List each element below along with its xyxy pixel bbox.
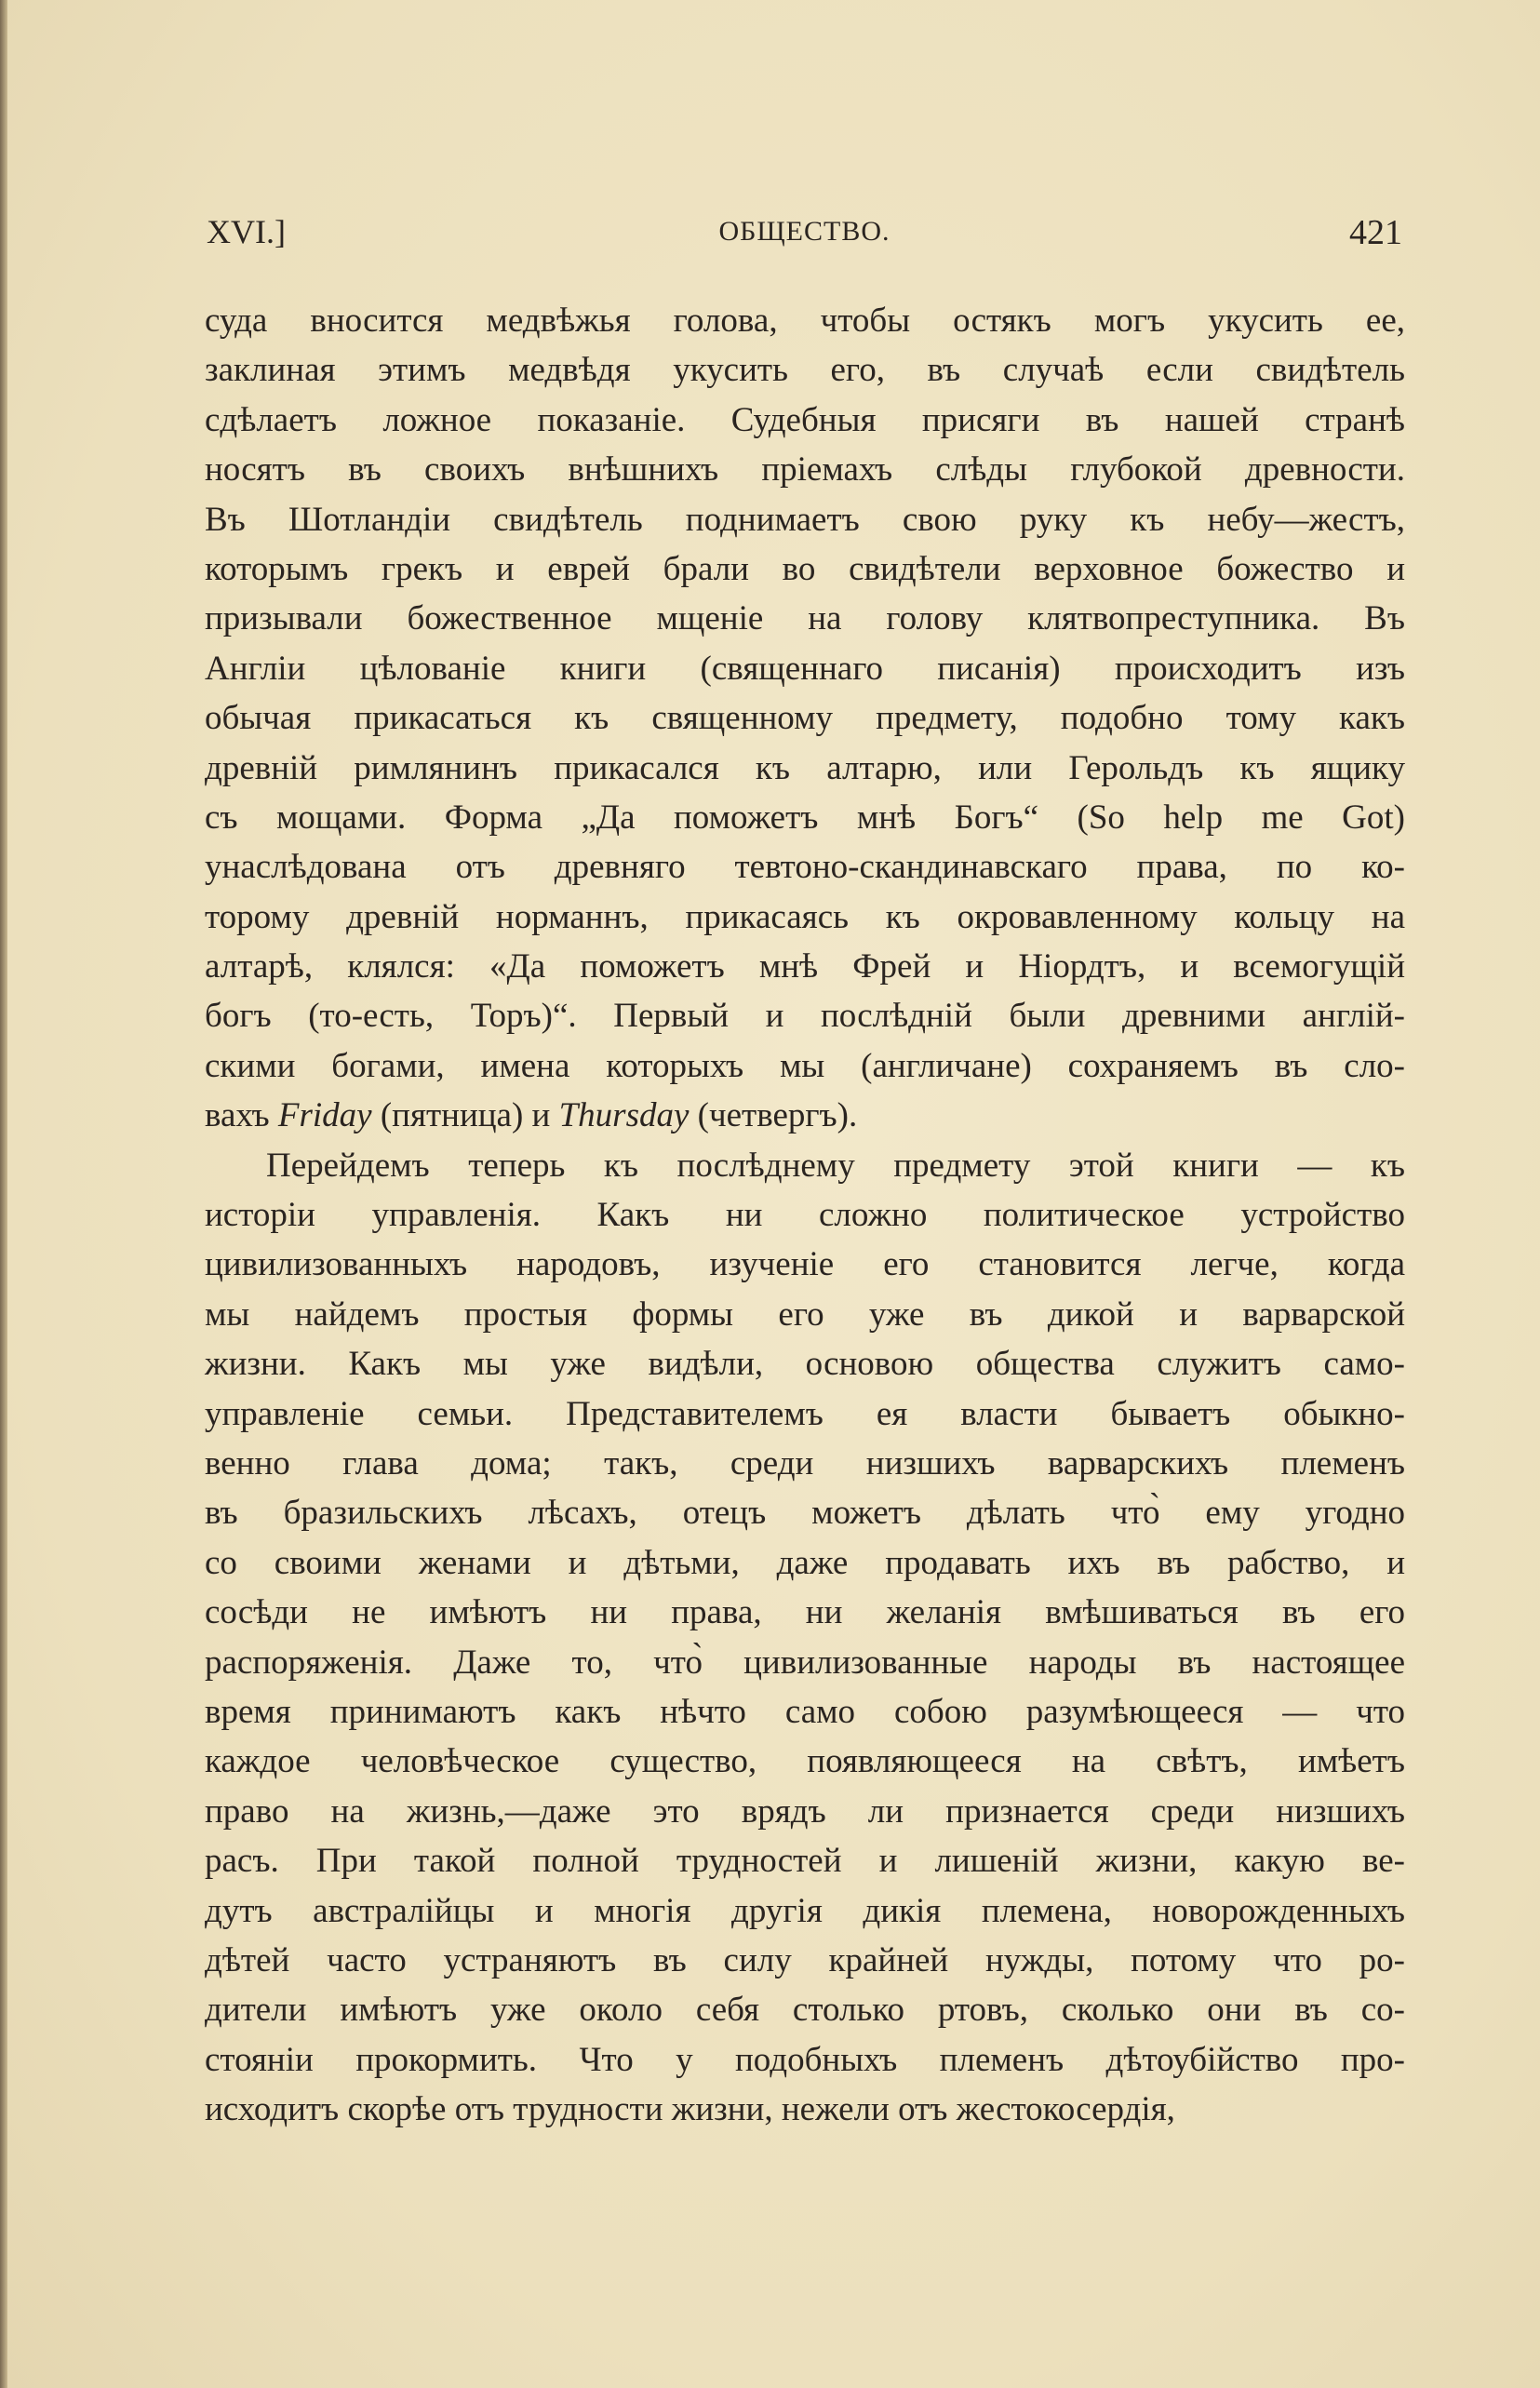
italic-word-friday: Friday [277, 1096, 372, 1135]
text-line: со своими женами и дѣтьми, даже продавать ихъ въ рабство, и [205, 1543, 1405, 1582]
text-line: торому древній норманнъ, прикасаясь къ окровавленному кольцу на [205, 897, 1405, 936]
text-fragment: (четвергъ). [689, 1096, 858, 1135]
text-line: Перейдемъ теперь къ послѣднему предмету этой книги — къ [266, 1146, 1405, 1185]
page-edge-shadow [0, 0, 7, 2388]
text-line: заклиная этимъ медвѣдя укусить его, въ случаѣ если свидѣтель [205, 351, 1405, 390]
running-head [207, 212, 1402, 259]
italic-word-thursday: Thursday [558, 1096, 690, 1135]
text-line: скими богами, имена которыхъ мы (англичане) сохраняемъ въ сло- [205, 1046, 1405, 1085]
text-line: древній римлянинъ прикасался къ алтарю, или Герольдъ къ ящику [205, 748, 1405, 787]
chapter-number: XVI.] [207, 213, 286, 250]
text-line: призывали божественное мщеніе на голову клятвопреступника. Въ [205, 599, 1405, 638]
text-line: исходитъ скорѣе отъ трудности жизни, нежели отъ жестокосердія, [205, 2090, 1175, 2129]
text-line: стояніи прокормить. Что у подобныхъ племенъ дѣтоубійство про- [205, 2040, 1405, 2079]
text-line: дѣтей часто устраняютъ въ силу крайней нужды, потому что ро- [205, 1940, 1405, 1979]
text-line: Въ Шотландіи свидѣтель поднимаетъ свою руку къ небу—жестъ, [205, 500, 1405, 539]
running-title: ОБЩЕСТВО. [718, 216, 891, 247]
text-line: венно глава дома; такъ, среди низшихъ варварскихъ племенъ [205, 1443, 1405, 1482]
text-line: управленіе семьи. Представителемъ ея власти бываетъ обыкно- [205, 1394, 1405, 1433]
text-line: каждое человѣческое существо, появляющееся на свѣтъ, имѣетъ [205, 1742, 1405, 1781]
text-line: исторіи управленія. Какъ ни сложно политическое устройство [205, 1196, 1405, 1235]
text-fragment: вахъ [205, 1096, 278, 1135]
text-line: которымъ грекъ и еврей брали во свидѣтели верховное божество и [205, 549, 1405, 588]
text-line: время принимаютъ какъ нѣчто само собою разумѣющееся — что [205, 1692, 1405, 1731]
text-line: унаслѣдована отъ древняго тевтоно-скандинавскаго права, по ко- [205, 848, 1405, 887]
text-line: жизни. Какъ мы уже видѣли, основою общества служитъ само- [205, 1345, 1405, 1384]
text-line: сдѣлаетъ ложное показаніе. Судебныя присяги въ нашей странѣ [205, 400, 1405, 439]
text-line: расъ. При такой полной трудностей и лишеній жизни, какую ве- [205, 1842, 1405, 1881]
text-line: обычая прикасаться къ священному предмету, подобно тому какъ [205, 699, 1405, 738]
text-line-last [205, 1091, 1405, 1140]
text-line: дутъ австралійцы и многія другія дикія племена, новорожденныхъ [205, 1891, 1405, 1930]
text-line: въ бразильскихъ лѣсахъ, отецъ можетъ дѣлать что̀ ему угодно [205, 1494, 1405, 1533]
text-line: съ мощами. Форма „Да поможетъ мнѣ Богъ“ (So help me Got) [205, 798, 1405, 837]
text-line: носятъ въ своихъ внѣшнихъ пріемахъ слѣды глубокой древности. [205, 450, 1405, 490]
text-line: дители имѣютъ уже около себя столько ртовъ, сколько они въ со- [205, 1991, 1405, 2030]
text-line: алтарѣ, клялся: «Да поможетъ мнѣ Фрей и Ніордтъ, и всемогущій [205, 947, 1405, 986]
body-text [205, 296, 1405, 2134]
text-line: сосѣди не имѣютъ ни права, ни желанія вмѣшиваться въ его [205, 1593, 1405, 1632]
text-line: право на жизнь,—даже это врядъ ли признается среди низшихъ [205, 1791, 1405, 1831]
text-line: Англіи цѣлованіе книги (священнаго писанія) происходитъ изъ [205, 649, 1405, 688]
page-number: 421 [1349, 213, 1402, 252]
paragraph-1 [205, 296, 1405, 1141]
paragraph-2 [205, 1141, 1405, 2135]
text-line: богъ (то-есть, Торъ)“. Первый и послѣдній были древними англій- [205, 997, 1405, 1036]
text-fragment: (пятница) и [371, 1096, 559, 1135]
text-line: цивилизованныхъ народовъ, изученіе его становится легче, когда [205, 1245, 1405, 1284]
text-line: распоряженія. Даже то, что̀ цивилизованные народы въ настоящее [205, 1643, 1405, 1682]
text-line: мы найдемъ простыя формы его уже въ дикой и варварской [205, 1295, 1405, 1334]
text-line: суда вносится медвѣжья голова, чтобы остякъ могъ укусить ее, [205, 302, 1405, 340]
